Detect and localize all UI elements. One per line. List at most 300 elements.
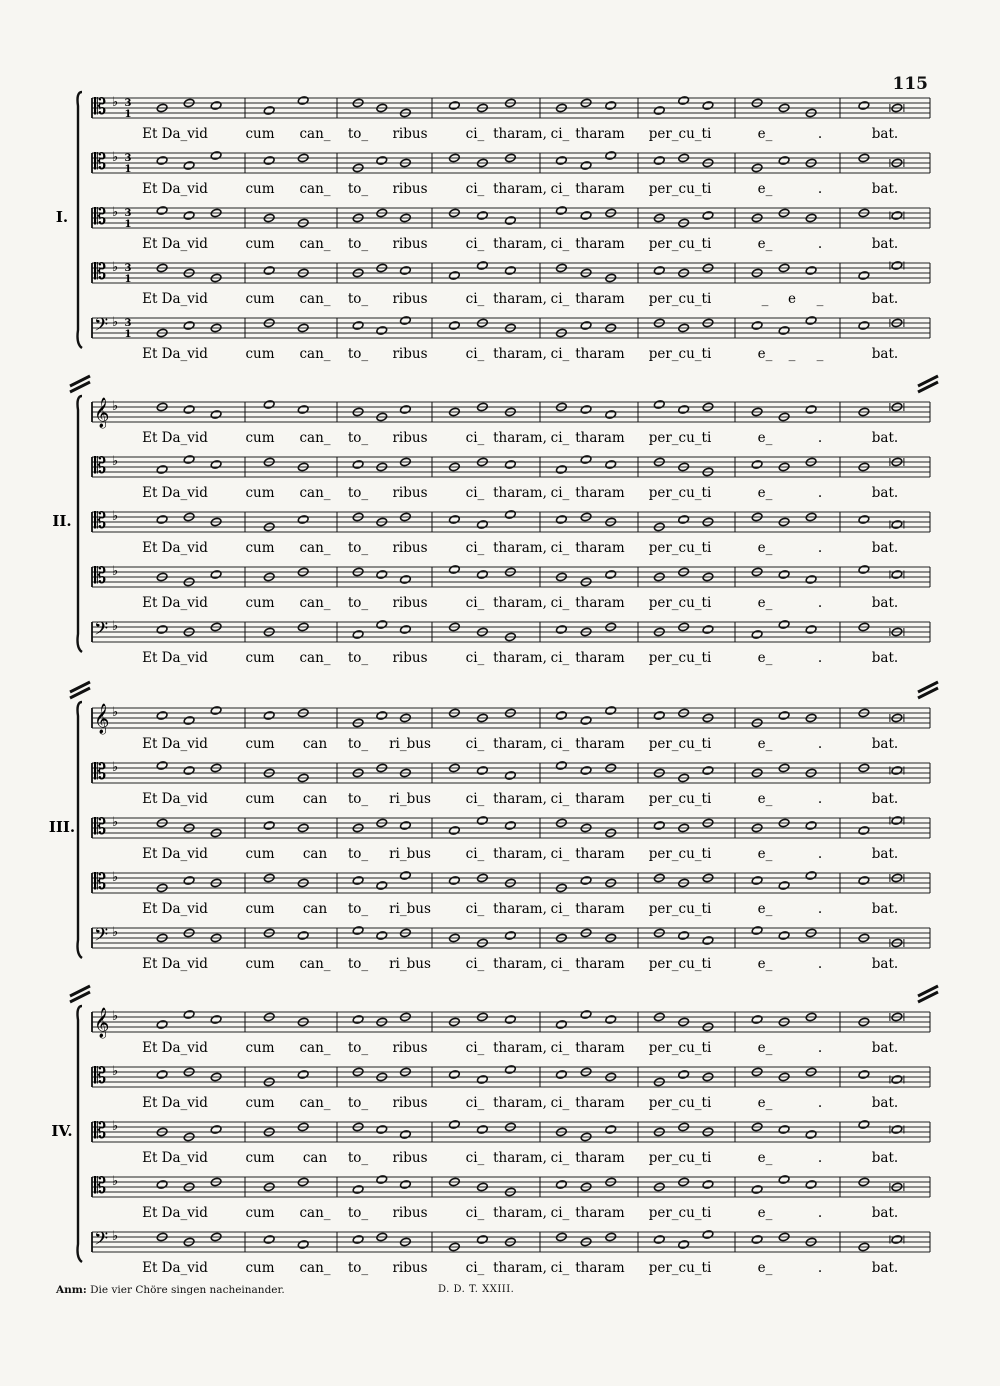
note-head bbox=[400, 266, 412, 276]
note-head bbox=[702, 1230, 714, 1240]
note-head bbox=[805, 575, 817, 585]
note-head bbox=[858, 565, 870, 575]
note-head bbox=[605, 1125, 617, 1135]
note-head bbox=[352, 630, 364, 640]
note-head bbox=[556, 625, 568, 635]
note-head bbox=[156, 206, 168, 216]
lyric-syllable: Et Da_vid bbox=[142, 1040, 208, 1056]
lyric-syllable: tharam, bbox=[493, 791, 547, 807]
footnote bbox=[56, 1284, 285, 1296]
note-head bbox=[805, 266, 817, 276]
note-head bbox=[891, 1125, 903, 1135]
note-head bbox=[858, 271, 870, 281]
note-head bbox=[805, 1180, 817, 1190]
voice-staff bbox=[92, 815, 930, 862]
note-head bbox=[505, 266, 517, 276]
voice-staff bbox=[92, 315, 930, 362]
lyric-syllable: tharam, bbox=[493, 1095, 547, 1111]
lyric-syllable: e_ bbox=[757, 1150, 773, 1166]
bass-clef-icon: 𝄢 bbox=[94, 619, 109, 644]
note-head bbox=[400, 1130, 412, 1140]
note-head bbox=[605, 706, 617, 716]
lyric-syllable: ci_ bbox=[550, 291, 570, 307]
lyric-syllable: tharam bbox=[575, 956, 625, 972]
lyric-syllable: per_cu_ti bbox=[648, 1150, 712, 1166]
note-head bbox=[751, 1015, 763, 1025]
lyric-syllable: Et Da_vid bbox=[142, 846, 208, 862]
note-head bbox=[605, 460, 617, 470]
flat-icon: ♭ bbox=[112, 760, 119, 775]
lyric-syllable: . bbox=[817, 126, 823, 142]
note-head bbox=[678, 1240, 690, 1250]
voice-staff bbox=[92, 760, 930, 807]
note-head bbox=[183, 876, 195, 886]
note-head bbox=[556, 1180, 568, 1190]
note-head bbox=[156, 156, 168, 166]
note-head bbox=[858, 1070, 870, 1080]
lyric-syllable: cum bbox=[245, 1040, 275, 1056]
lyric-syllable: can_ bbox=[299, 181, 331, 197]
lyric-syllable: tharam, bbox=[493, 595, 547, 611]
note-head bbox=[751, 321, 763, 331]
note-head bbox=[505, 771, 517, 781]
lyric-syllable: can_ bbox=[299, 485, 331, 501]
note-head bbox=[751, 1185, 763, 1195]
flat-icon: ♭ bbox=[112, 1064, 119, 1079]
lyric-syllable: per_cu_ti bbox=[648, 346, 712, 362]
lyric-syllable: cum bbox=[245, 540, 275, 556]
lyric-syllable: ribus bbox=[392, 595, 428, 611]
note-head bbox=[183, 766, 195, 776]
lyric-syllable: per_cu_ti bbox=[648, 791, 712, 807]
lyric-syllable: bat. bbox=[871, 1150, 899, 1166]
bass-clef-icon: 𝄢 bbox=[94, 925, 109, 950]
lyric-syllable: ci_ bbox=[550, 485, 570, 501]
lyric-syllable: to_ bbox=[347, 791, 369, 807]
lyric-syllable: Et Da_vid bbox=[142, 346, 208, 362]
lyric-syllable: ci_ bbox=[465, 485, 485, 501]
alto-clef-icon: 𝄡 bbox=[94, 760, 107, 785]
lyric-syllable: ci_ bbox=[550, 901, 570, 917]
note-head bbox=[556, 761, 568, 771]
note-head bbox=[183, 161, 195, 171]
lyric-syllable: ci_ bbox=[465, 540, 485, 556]
note-head bbox=[156, 761, 168, 771]
note-head bbox=[183, 716, 195, 726]
note-head bbox=[297, 1240, 309, 1250]
note-head bbox=[778, 711, 790, 721]
note-head bbox=[477, 1075, 489, 1085]
system-bracket bbox=[78, 1006, 83, 1262]
note-head bbox=[653, 400, 665, 410]
note-head bbox=[183, 455, 195, 465]
lyric-syllable: ri_bus bbox=[389, 901, 431, 917]
lyric-syllable: Et Da_vid bbox=[142, 485, 208, 501]
lyric-syllable: cum bbox=[245, 181, 275, 197]
lyric-syllable: can bbox=[302, 901, 328, 917]
lyric-syllable: can_ bbox=[299, 1260, 331, 1276]
lyric-syllable: ci_ bbox=[550, 346, 570, 362]
lyric-syllable: cum bbox=[245, 1205, 275, 1221]
note-head bbox=[653, 821, 665, 831]
lyric-syllable: tharam bbox=[575, 650, 625, 666]
note-head bbox=[858, 826, 870, 836]
lyric-syllable: . bbox=[817, 1040, 823, 1056]
note-head bbox=[778, 570, 790, 580]
alto-clef-icon: 𝄡 bbox=[94, 1119, 107, 1144]
lyric-syllable: . bbox=[817, 236, 823, 252]
lyric-syllable: . bbox=[817, 540, 823, 556]
flat-icon: ♭ bbox=[112, 1174, 119, 1189]
lyric-syllable: e_ bbox=[757, 236, 773, 252]
lyric-syllable: . bbox=[817, 846, 823, 862]
lyric-syllable: per_cu_ti bbox=[648, 650, 712, 666]
lyric-syllable: ci_ bbox=[465, 430, 485, 446]
note-head bbox=[352, 876, 364, 886]
lyric-syllable: cum bbox=[245, 430, 275, 446]
lyric-syllable: per_cu_ti bbox=[648, 736, 712, 752]
lyric-syllable: ribus bbox=[392, 650, 428, 666]
note-head bbox=[891, 766, 903, 776]
note-head bbox=[702, 1180, 714, 1190]
lyric-syllable: ci_ bbox=[465, 126, 485, 142]
lyric-syllable: per_cu_ti bbox=[648, 1205, 712, 1221]
note-head bbox=[580, 161, 592, 171]
lyric-syllable: ci_ bbox=[465, 1260, 485, 1276]
lyric-syllable: to_ bbox=[347, 1150, 369, 1166]
lyric-syllable: ri_bus bbox=[389, 791, 431, 807]
lyric-syllable: to_ bbox=[347, 1260, 369, 1276]
lyric-syllable: . bbox=[817, 430, 823, 446]
note-head bbox=[580, 321, 592, 331]
lyric-syllable: to_ bbox=[347, 430, 369, 446]
lyric-syllable: ribus bbox=[392, 181, 428, 197]
note-head bbox=[210, 706, 222, 716]
lyric-syllable: ri_bus bbox=[389, 846, 431, 862]
note-head bbox=[376, 570, 388, 580]
note-head bbox=[653, 1235, 665, 1245]
lyric-syllable: ci_ bbox=[550, 430, 570, 446]
lyric-syllable: e_ bbox=[757, 430, 773, 446]
alto-clef-icon: 𝄡 bbox=[94, 1174, 107, 1199]
lyric-syllable: tharam, bbox=[493, 956, 547, 972]
lyric-syllable: per_cu_ti bbox=[648, 1040, 712, 1056]
note-head bbox=[556, 1070, 568, 1080]
note-head bbox=[352, 926, 364, 936]
note-head bbox=[580, 405, 592, 415]
note-head bbox=[210, 460, 222, 470]
lyric-syllable: per_cu_ti bbox=[648, 430, 712, 446]
lyric-syllable: cum bbox=[245, 846, 275, 862]
lyric-syllable: . bbox=[817, 485, 823, 501]
alto-clef-icon: 𝄡 bbox=[94, 870, 107, 895]
lyric-syllable: bat. bbox=[871, 901, 899, 917]
note-head bbox=[891, 570, 903, 580]
time-signature-top: 3 bbox=[124, 318, 132, 329]
lyric-syllable: cum bbox=[245, 1150, 275, 1166]
lyric-syllable: bat. bbox=[871, 126, 899, 142]
note-head bbox=[477, 211, 489, 221]
note-head bbox=[805, 316, 817, 326]
lyric-syllable: ci_ bbox=[465, 1040, 485, 1056]
note-head bbox=[477, 261, 489, 271]
note-head bbox=[376, 1125, 388, 1135]
lyric-syllable: ri_bus bbox=[389, 736, 431, 752]
note-head bbox=[778, 156, 790, 166]
time-signature-top: 3 bbox=[124, 263, 132, 274]
note-head bbox=[505, 821, 517, 831]
choir-label: II. bbox=[52, 512, 72, 530]
time-signature-top: 3 bbox=[124, 98, 132, 109]
note-head bbox=[605, 570, 617, 580]
lyric-syllable: Et Da_vid bbox=[142, 430, 208, 446]
note-head bbox=[400, 871, 412, 881]
note-head bbox=[605, 1015, 617, 1025]
lyric-syllable: . bbox=[817, 1150, 823, 1166]
lyric-syllable: . bbox=[817, 791, 823, 807]
lyric-syllable: ci_ bbox=[550, 181, 570, 197]
alto-clef-icon: 𝄡 bbox=[94, 509, 107, 534]
note-head bbox=[210, 151, 222, 161]
flat-icon: ♭ bbox=[112, 150, 119, 165]
lyric-syllable: e_ bbox=[757, 595, 773, 611]
note-head bbox=[805, 821, 817, 831]
lyric-syllable: bat. bbox=[871, 956, 899, 972]
system-bracket bbox=[78, 396, 83, 652]
note-head bbox=[400, 821, 412, 831]
note-head bbox=[449, 321, 461, 331]
lyric-syllable: bat. bbox=[871, 595, 899, 611]
choir-system bbox=[51, 986, 938, 1276]
note-head bbox=[891, 1075, 903, 1085]
lyric-syllable: e_ bbox=[757, 846, 773, 862]
note-head bbox=[580, 455, 592, 465]
lyric-syllable: Et Da_vid bbox=[142, 1260, 208, 1276]
note-head bbox=[183, 1010, 195, 1020]
note-head bbox=[183, 211, 195, 221]
lyric-syllable: can_ bbox=[299, 595, 331, 611]
note-head bbox=[580, 766, 592, 776]
note-head bbox=[376, 881, 388, 891]
lyric-syllable: can_ bbox=[299, 540, 331, 556]
lyric-syllable: _ bbox=[816, 346, 824, 362]
lyric-syllable: to_ bbox=[347, 291, 369, 307]
note-head bbox=[505, 460, 517, 470]
lyric-syllable: e_ bbox=[757, 901, 773, 917]
lyric-syllable: ci_ bbox=[465, 956, 485, 972]
note-head bbox=[805, 871, 817, 881]
note-head bbox=[702, 625, 714, 635]
note-head bbox=[210, 101, 222, 111]
lyric-syllable: can_ bbox=[299, 236, 331, 252]
flat-icon: ♭ bbox=[112, 95, 119, 110]
bass-clef-icon: 𝄢 bbox=[94, 1229, 109, 1254]
note-head bbox=[352, 321, 364, 331]
lyric-syllable: to_ bbox=[347, 846, 369, 862]
note-head bbox=[858, 1120, 870, 1130]
note-head bbox=[376, 620, 388, 630]
lyric-syllable: ribus bbox=[392, 540, 428, 556]
lyric-syllable: bat. bbox=[871, 1040, 899, 1056]
voice-staff bbox=[92, 1064, 930, 1111]
note-head bbox=[376, 711, 388, 721]
lyric-syllable: to_ bbox=[347, 346, 369, 362]
lyric-syllable: ci_ bbox=[465, 1205, 485, 1221]
lyric-syllable: to_ bbox=[347, 236, 369, 252]
lyric-syllable: . bbox=[817, 736, 823, 752]
note-head bbox=[556, 711, 568, 721]
time-signature-bottom: 1 bbox=[124, 274, 132, 285]
note-head bbox=[778, 620, 790, 630]
lyric-syllable: ci_ bbox=[465, 1095, 485, 1111]
voice-staff bbox=[92, 564, 930, 611]
note-head bbox=[891, 211, 903, 221]
lyric-syllable: tharam bbox=[575, 485, 625, 501]
note-head bbox=[778, 1175, 790, 1185]
note-head bbox=[263, 106, 275, 116]
flat-icon: ♭ bbox=[112, 815, 119, 830]
note-head bbox=[751, 1235, 763, 1245]
lyric-syllable: ci_ bbox=[550, 846, 570, 862]
lyric-syllable: tharam bbox=[575, 1205, 625, 1221]
lyric-syllable: bat. bbox=[871, 1260, 899, 1276]
lyric-syllable: per_cu_ti bbox=[648, 291, 712, 307]
lyric-syllable: can bbox=[302, 1150, 328, 1166]
note-head bbox=[263, 400, 275, 410]
lyric-syllable: ribus bbox=[392, 236, 428, 252]
lyric-syllable: can_ bbox=[299, 650, 331, 666]
note-head bbox=[263, 156, 275, 166]
lyric-syllable: to_ bbox=[347, 736, 369, 752]
note-head bbox=[210, 570, 222, 580]
lyric-syllable: ci_ bbox=[550, 1040, 570, 1056]
lyric-syllable: tharam, bbox=[493, 346, 547, 362]
lyric-syllable: e_ bbox=[757, 126, 773, 142]
lyric-syllable: cum bbox=[245, 956, 275, 972]
note-head bbox=[858, 321, 870, 331]
lyric-syllable: ci_ bbox=[550, 736, 570, 752]
lyric-syllable: Et Da_vid bbox=[142, 736, 208, 752]
note-head bbox=[556, 465, 568, 475]
note-head bbox=[449, 515, 461, 525]
note-head bbox=[605, 410, 617, 420]
lyric-syllable: can_ bbox=[299, 1095, 331, 1111]
flat-icon: ♭ bbox=[112, 1009, 119, 1024]
lyric-syllable: _ bbox=[788, 346, 796, 362]
lyric-syllable: ribus bbox=[392, 485, 428, 501]
lyric-syllable: to_ bbox=[347, 901, 369, 917]
lyric-syllable: ci_ bbox=[465, 346, 485, 362]
note-head bbox=[751, 460, 763, 470]
lyric-syllable: Et Da_vid bbox=[142, 791, 208, 807]
lyric-syllable: Et Da_vid bbox=[142, 236, 208, 252]
note-head bbox=[400, 625, 412, 635]
page-number: 115 bbox=[892, 74, 928, 94]
note-head bbox=[210, 1015, 222, 1025]
lyric-syllable: e_ bbox=[757, 956, 773, 972]
note-head bbox=[556, 206, 568, 216]
time-signature-top: 3 bbox=[124, 153, 132, 164]
lyric-syllable: tharam bbox=[575, 1040, 625, 1056]
lyric-syllable: tharam, bbox=[493, 485, 547, 501]
system-bracket bbox=[78, 702, 83, 958]
note-head bbox=[449, 876, 461, 886]
note-head bbox=[580, 876, 592, 886]
lyric-syllable: ci_ bbox=[465, 236, 485, 252]
time-signature-bottom: 1 bbox=[124, 109, 132, 120]
lyric-syllable: tharam bbox=[575, 1150, 625, 1166]
lyric-syllable: tharam bbox=[575, 126, 625, 142]
lyric-syllable: tharam, bbox=[493, 1205, 547, 1221]
lyric-syllable: to_ bbox=[347, 485, 369, 501]
alto-clef-icon: 𝄡 bbox=[94, 815, 107, 840]
choir-system bbox=[56, 92, 930, 362]
flat-icon: ♭ bbox=[112, 454, 119, 469]
lyric-syllable: bat. bbox=[871, 346, 899, 362]
flat-icon: ♭ bbox=[112, 925, 119, 940]
lyric-syllable: bat. bbox=[871, 791, 899, 807]
lyric-syllable: ribus bbox=[392, 1040, 428, 1056]
alto-clef-icon: 𝄡 bbox=[94, 150, 107, 175]
lyric-syllable: ci_ bbox=[550, 126, 570, 142]
note-head bbox=[376, 326, 388, 336]
lyric-syllable: ribus bbox=[392, 1260, 428, 1276]
note-head bbox=[580, 211, 592, 221]
note-head bbox=[653, 106, 665, 116]
lyric-syllable: tharam, bbox=[493, 236, 547, 252]
lyric-syllable: ci_ bbox=[550, 595, 570, 611]
lyric-syllable: Et Da_vid bbox=[142, 1095, 208, 1111]
lyric-syllable: e_ bbox=[757, 540, 773, 556]
note-head bbox=[702, 936, 714, 946]
treble-clef-icon: 𝄞 bbox=[94, 1008, 110, 1038]
lyric-syllable: . bbox=[817, 595, 823, 611]
lyric-syllable: bat. bbox=[871, 736, 899, 752]
voice-staff bbox=[92, 150, 930, 197]
lyric-syllable: Et Da_vid bbox=[142, 540, 208, 556]
lyric-syllable: per_cu_ti bbox=[648, 236, 712, 252]
voice-staff bbox=[92, 95, 930, 142]
note-head bbox=[263, 711, 275, 721]
note-head bbox=[653, 266, 665, 276]
flat-icon: ♭ bbox=[112, 705, 119, 720]
lyric-syllable: cum bbox=[245, 595, 275, 611]
note-head bbox=[751, 876, 763, 886]
lyric-syllable: e_ bbox=[757, 791, 773, 807]
lyric-syllable: ribus bbox=[392, 1095, 428, 1111]
note-head bbox=[477, 1235, 489, 1245]
lyric-syllable: cum bbox=[245, 1095, 275, 1111]
choir-label: III. bbox=[48, 818, 76, 836]
note-head bbox=[449, 826, 461, 836]
lyric-syllable: cum bbox=[245, 236, 275, 252]
lyric-syllable: cum bbox=[245, 485, 275, 501]
lyric-syllable: tharam bbox=[575, 430, 625, 446]
lyric-syllable: tharam bbox=[575, 181, 625, 197]
alto-clef-icon: 𝄡 bbox=[94, 205, 107, 230]
note-head bbox=[605, 151, 617, 161]
note-head bbox=[156, 465, 168, 475]
lyric-syllable: e_ bbox=[757, 485, 773, 501]
lyric-syllable: per_cu_ti bbox=[648, 1095, 712, 1111]
note-head bbox=[477, 1125, 489, 1135]
lyric-syllable: ci_ bbox=[465, 1150, 485, 1166]
lyric-syllable: ribus bbox=[392, 291, 428, 307]
lyric-syllable: bat. bbox=[871, 236, 899, 252]
lyric-syllable: can bbox=[302, 736, 328, 752]
lyric-syllable: can_ bbox=[299, 291, 331, 307]
note-head bbox=[556, 1020, 568, 1030]
